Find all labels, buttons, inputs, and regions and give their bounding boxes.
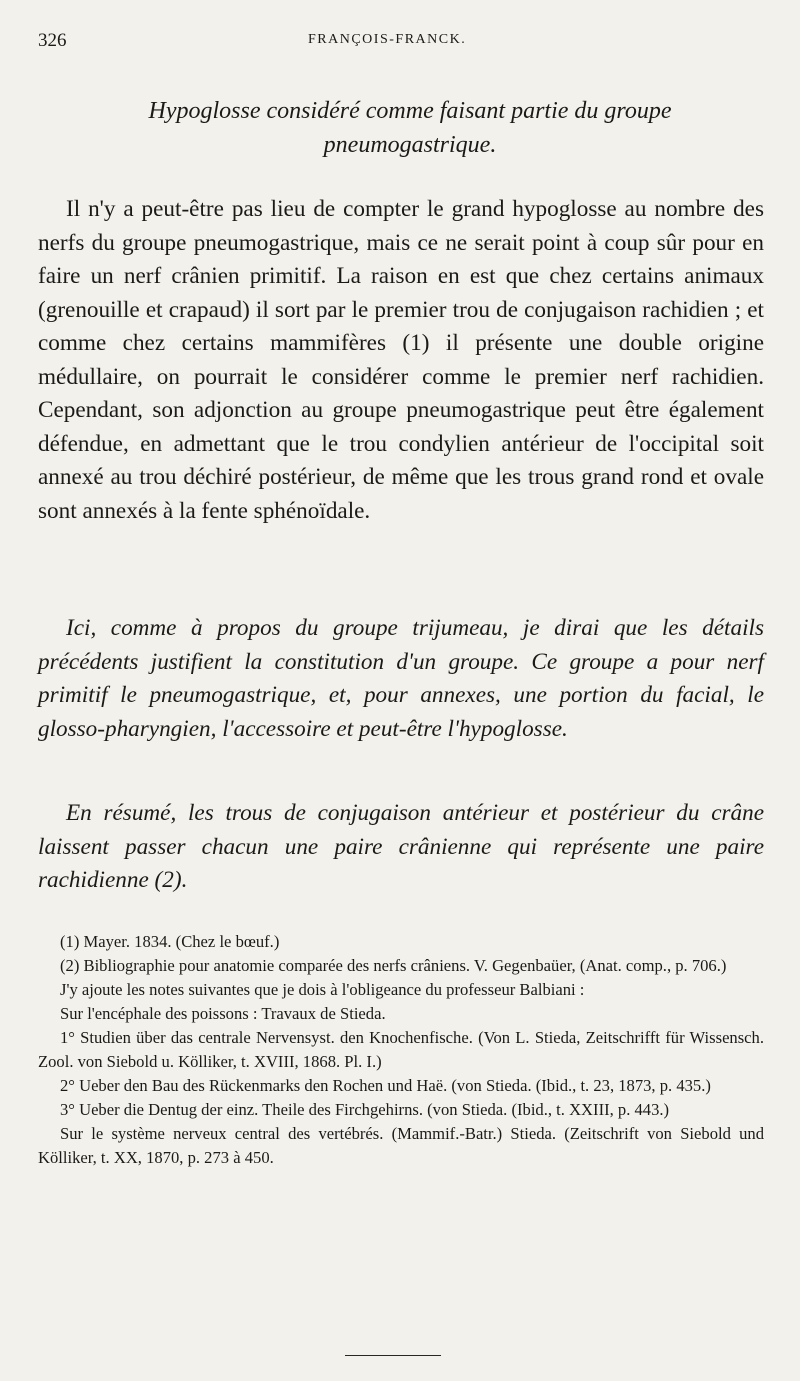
- running-title: FRANÇOIS-FRANCK.: [308, 32, 467, 47]
- paragraph-2: Ici, comme à propos du groupe trijumeau, je dirai que les détails précédents justifient la constitution d'un groupe. Ce groupe a pour nerf primitif le pneumogastrique, et, pour annexes, une portion du facial, le glosso-pharyngien, l'accessoire et peut-être l'hypoglosse.: [38, 615, 764, 742]
- closing-rule: [345, 1355, 441, 1356]
- footnote-balbiani-intro: J'y ajoute les notes suivantes que je dois à l'obligeance du professeur Balbiani :: [60, 980, 585, 999]
- footnote-stieda-3: 3° Ueber die Dentug der einz. Theile des Firchgehirns. (von Stieda. (Ibid., t. XXIII, p. 443.): [60, 1100, 670, 1119]
- footnote-stieda-2: 2° Ueber den Bau des Rückenmarks den Rochen und Haë. (von Stieda. (Ibid., t. 23, 1873, p. 435.): [60, 1076, 711, 1095]
- footnote-encephale-poissons: Sur l'encéphale des poissons : Travaux de Stieda.: [60, 1004, 386, 1023]
- paragraph-1: Il n'y a peut-être pas lieu de compter le grand hypoglosse au nombre des nerfs du groupe pneumogastrique, mais ce ne serait point à coup sûr pour en faire un nerf crânien primitif. La raison en est que chez certains animaux (grenouille et crapaud) il sort par le premier trou de conjugaison rachidien ; et comme chez certains mammifères (1) il présente une double origine médullaire, on pourrait le considérer comme le premier nerf rachidien. Cependant, son adjonction au groupe pneumogastrique peut être également défendue, en admettant que le trou condylien antérieur de l'occipital soit annexé au trou déchiré postérieur, de même que les trous grand rond et ovale sont annexés à la fente sphénoïdale.: [38, 196, 764, 524]
- section-title: Hypoglosse considéré comme faisant partie du groupe pneumogastrique.: [148, 98, 672, 158]
- footnote-1: (1) Mayer. 1834. (Chez le bœuf.): [60, 932, 280, 951]
- footnote-2: (2) Bibliographie pour anatomie comparée des nerfs crâniens. V. Gegenbaüer, (Anat. comp., p. 706.): [60, 956, 727, 975]
- paragraph-3: En résumé, les trous de conjugaison antérieur et postérieur du crâne laissent passer chacun une paire crânienne qui représente une paire rachidienne (2).: [38, 800, 764, 893]
- footnotes: [38, 930, 764, 1170]
- footnote-vertebres: Sur le système nerveux central des vertébrés. (Mammif.-Batr.) Stieda. (Zeitschrift von Siebold und Kölliker, t. XX, 1870, p. 273 à 450.: [38, 1124, 764, 1167]
- page-number: 326: [38, 30, 67, 51]
- footnote-stieda-1: 1° Studien über das centrale Nervensyst. den Knochenfische. (Von L. Stieda, Zeitschrifft für Wissensch. Zool. von Siebold u. Kölliker, t. XVIII, 1868. Pl. I.): [38, 1028, 764, 1071]
- page-header: [38, 30, 760, 56]
